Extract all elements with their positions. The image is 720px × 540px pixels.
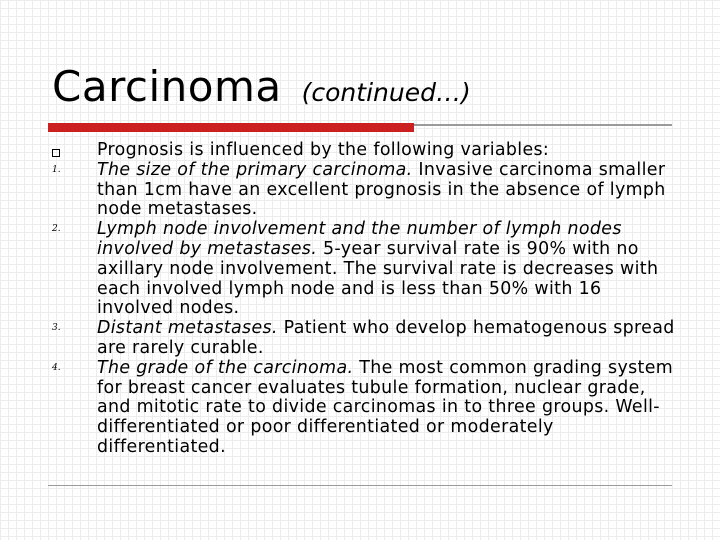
item-text	[97, 359, 677, 458]
list-item	[0, 319, 720, 359]
list-item	[0, 359, 720, 458]
item-text	[97, 220, 677, 319]
item-lead: Distant metastases.	[97, 318, 278, 339]
item-lead: Lymph node involvement and the number of lymph nodes involved by metastases.	[97, 219, 622, 259]
square-bullet-icon	[52, 149, 60, 157]
list-item	[0, 161, 720, 220]
item-body: Patient who develop hematogenous spread are rarely curable.	[97, 318, 675, 358]
item-number: 1.	[52, 164, 61, 175]
list-item	[0, 220, 720, 319]
title-accent-bar	[48, 123, 414, 132]
item-text	[97, 319, 677, 359]
item-lead: The grade of the carcinoma.	[97, 357, 354, 378]
title-main: Carcinoma	[52, 62, 282, 111]
item-body: Invasive carcinoma smaller than 1cm have an excellent prognosis in the absence of lymph node metastases.	[97, 159, 666, 220]
title-suffix: (continued…)	[301, 78, 471, 107]
content-list	[0, 141, 720, 458]
item-text	[97, 161, 677, 220]
item-body: 5-year survival rate is 90% with no axillary node involvement. The survival rate is decreases with each involved lymph node and is less than 50% with 16 involved nodes.	[97, 238, 659, 319]
intro-text: Prognosis is influenced by the following variables:	[97, 140, 550, 160]
item-lead: The size of the primary carcinoma.	[97, 159, 413, 180]
slide-title	[52, 62, 471, 111]
item-body: The most common grading system for breast cancer evaluates tubule formation, nuclear grade, and mitotic rate to divide carcinomas in to three groups. Well-differentiated or poor differentiated or moderately differentiated.	[97, 357, 674, 457]
item-number: 2.	[52, 224, 61, 235]
item-number: 4.	[52, 362, 61, 373]
item-number: 3.	[52, 323, 61, 334]
intro-item	[0, 141, 720, 161]
footer-divider	[48, 485, 672, 486]
